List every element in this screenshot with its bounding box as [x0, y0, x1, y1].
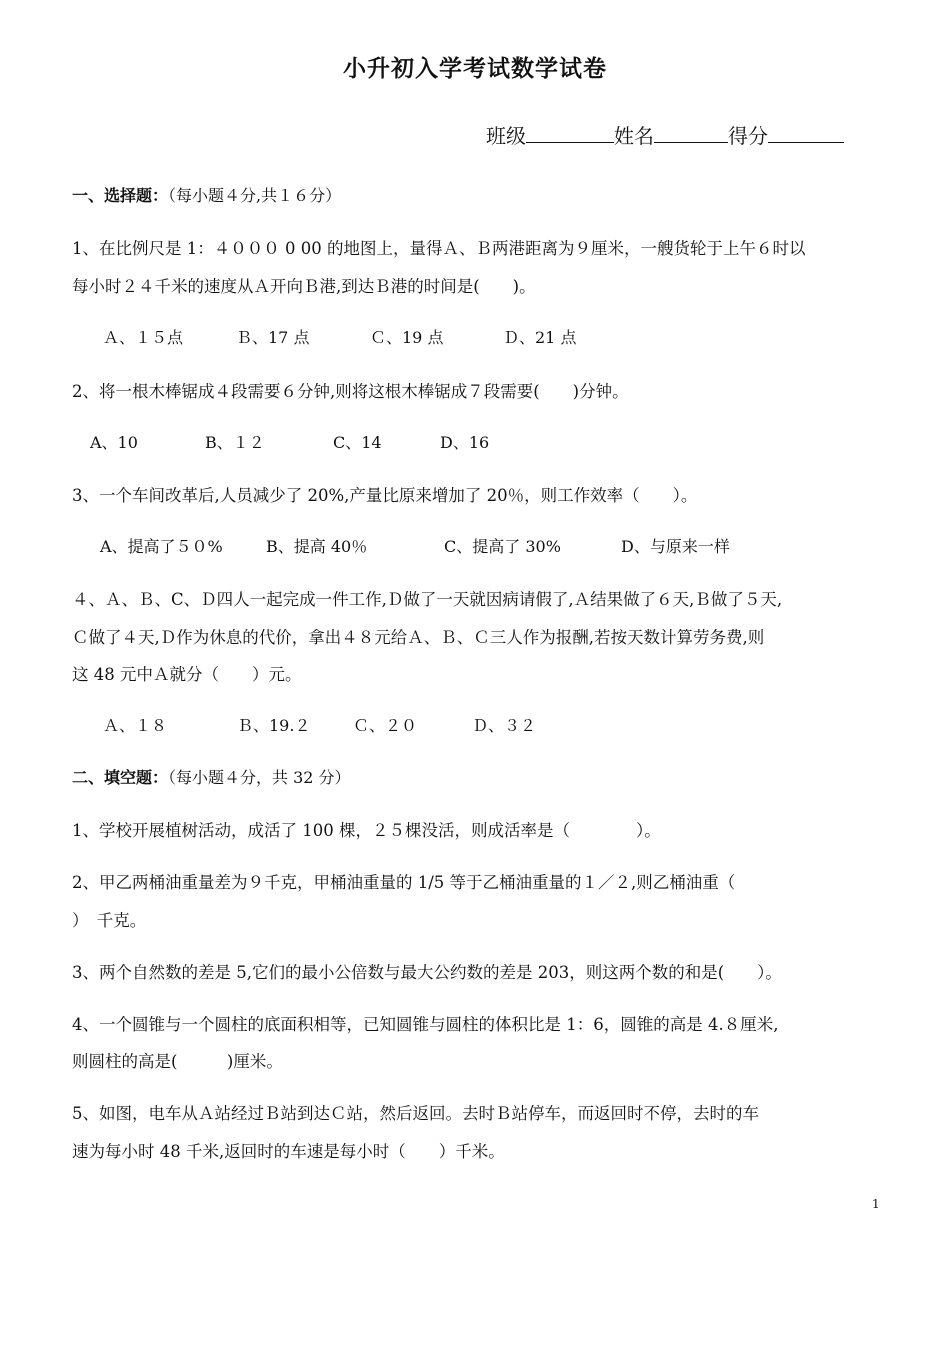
q3-option-d: D、与原来一样: [621, 537, 730, 556]
class-blank: [526, 122, 614, 143]
score-blank: [768, 122, 844, 143]
q1-option-c: Ｃ、19 点: [370, 328, 444, 347]
q1-line-2: 每小时２４千米的速度从Ａ开向Ｂ港,到达Ｂ港的时间是( )。: [72, 277, 536, 296]
q4-line-1: ４、Ａ、Ｂ、C、Ｄ四人一起完成一件工作,Ｄ做了一天就因病请假了,Ａ结果做了６天,Ｂ做了５天,: [72, 590, 783, 609]
fill-q4-line-2: 则圆柱的高是( )厘米。: [72, 1052, 283, 1071]
exam-title: 小升初入学考试数学试卷: [343, 55, 607, 82]
student-info-row: [486, 120, 906, 149]
fill-q2-line-2: ） 千克。: [72, 911, 147, 930]
q2-option-d: D、16: [440, 433, 490, 452]
q4-line-2: Ｃ做了４天,Ｄ作为休息的代价，拿出４８元给Ａ、Ｂ、Ｃ三人作为报酬,若按天数计算劳务费,则: [72, 628, 765, 647]
q3-option-c: C、提高了 30%: [444, 537, 561, 556]
page-number: 1: [872, 1197, 880, 1211]
q3-line-1: 3、一个车间改革后,人员减少了 20%,产量比原来增加了 20％，则工作效率（ ）。: [72, 486, 698, 505]
section-2-note: （每小题４分，共 32 分）: [168, 768, 351, 787]
q4-option-a: Ａ、１８: [103, 716, 168, 735]
section-1-heading: 一、选择题：: [72, 186, 169, 205]
q1-option-a: Ａ、１５点: [103, 328, 184, 347]
class-label: 班级: [486, 124, 526, 148]
name-label: 姓名: [614, 124, 654, 148]
q2-line-1: 2、将一根木棒锯成４段需要６分钟,则将这根木棒锯成７段需要( )分钟。: [72, 382, 629, 401]
q1-option-b: Ｂ、17 点: [236, 328, 310, 347]
q3-option-a: A、提高了５０%: [100, 537, 223, 556]
score-label: 得分: [728, 124, 768, 148]
q4-option-c: Ｃ、２０: [353, 716, 418, 735]
section-2-header: [72, 765, 351, 788]
q2-option-b: B、１２: [205, 433, 265, 452]
q4-line-3: 这 48 元中Ａ就分（ ）元。: [72, 665, 302, 684]
q2-option-c: C、14: [333, 433, 382, 452]
q4-option-b: Ｂ、19.２: [237, 716, 311, 735]
fill-q5-line-1: 5、如图，电车从Ａ站经过Ｂ站到达Ｃ站，然后返回。去时Ｂ站停车，而返回时不停，去时的车: [72, 1104, 759, 1123]
fill-q1-line-1: 1、学校开展植树活动，成活了 100 棵，２５棵没活，则成活率是（ ）。: [72, 821, 661, 840]
q2-option-a: A、10: [90, 433, 138, 452]
fill-q3-line-1: 3、两个自然数的差是 5,它们的最小公倍数与最大公约数的差是 203，则这两个数的和是( ）。: [72, 963, 782, 982]
name-blank: [654, 122, 728, 143]
fill-q2-line-1: 2、甲乙两桶油重量差为９千克，甲桶油重量的 1/5 等于乙桶油重量的１／２,则乙桶油重（: [72, 873, 736, 892]
section-2-heading: 二、填空题：: [72, 768, 169, 787]
fill-q5-line-2: 速为每小时 48 千米,返回时的车速是每小时（ ）千米。: [72, 1142, 505, 1161]
section-1-note: （每小题４分,共１６分）: [168, 186, 342, 205]
section-1-header: [72, 183, 341, 206]
q1-line-1: 1、在比例尺是 1：４０００ 0 00 的地图上，量得Ａ、Ｂ两港距离为９厘米，一艘货轮于上午６时以: [72, 239, 806, 258]
fill-q4-line-1: 4、一个圆锥与一个圆柱的底面积相等，已知圆锥与圆柱的体积比是 1：6，圆锥的高是 4.８厘米,: [72, 1015, 779, 1034]
q3-option-b: B、提高 40％: [266, 537, 368, 556]
q4-option-d: Ｄ、３２: [472, 716, 537, 735]
q1-option-d: Ｄ、21 点: [503, 328, 577, 347]
